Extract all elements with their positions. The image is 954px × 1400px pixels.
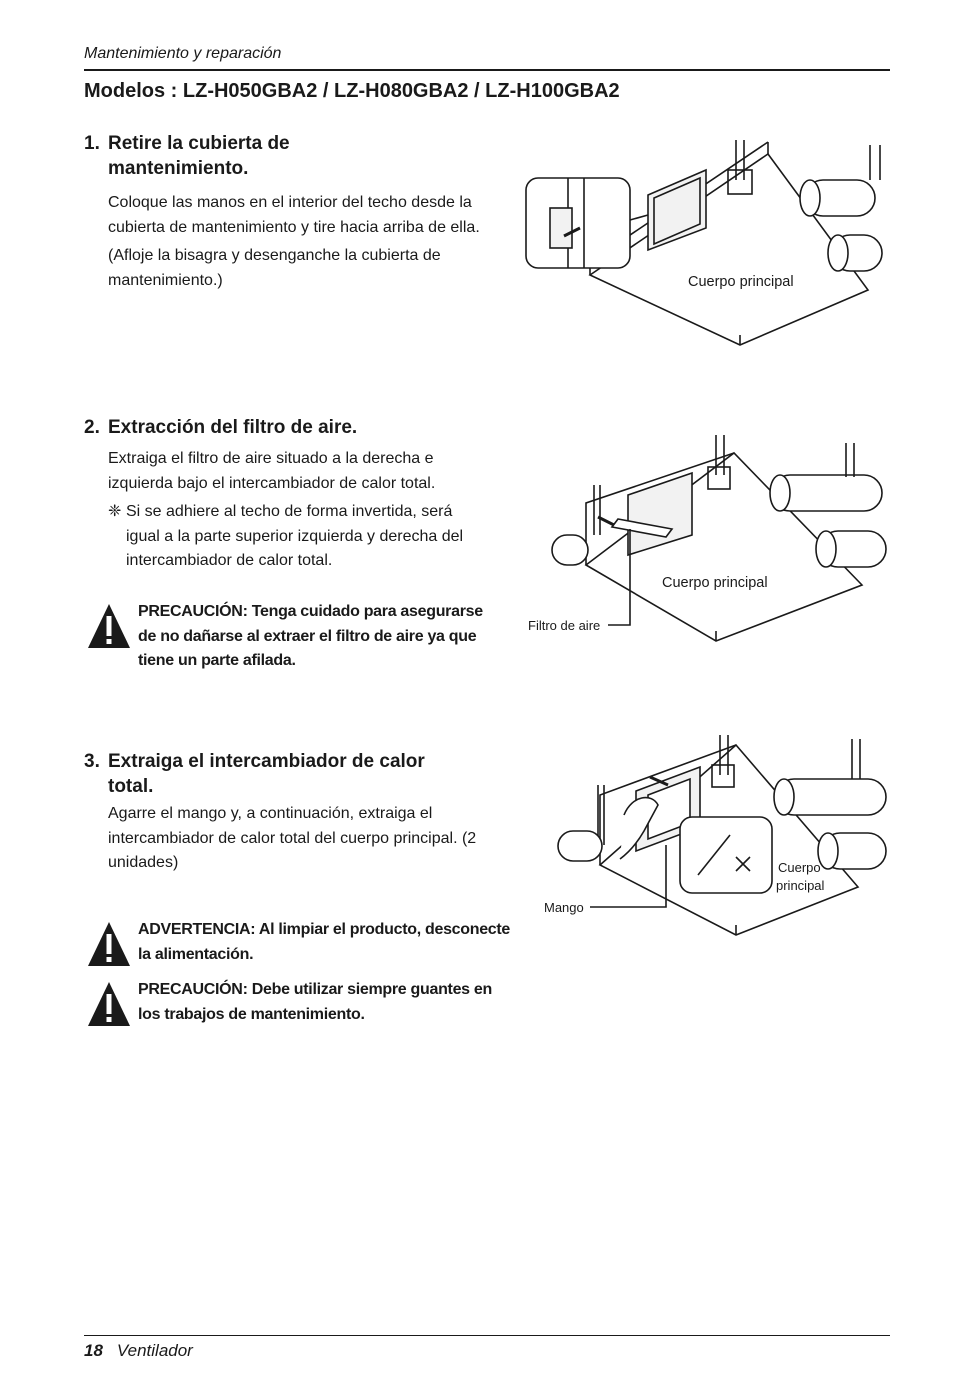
step3-caution-text: PRECAUCIÓN: Debe utilizar siempre guantes en los trabajos de mantenimiento. (138, 981, 492, 1023)
page-footer (84, 1341, 193, 1361)
step1-number: 1. (84, 133, 100, 154)
page-number: 18 (84, 1341, 103, 1360)
fig2-label-air-filter: Filtro de aire (528, 618, 601, 633)
section-header: Mantenimiento y reparación (84, 45, 282, 62)
step1-title-line2: mantenimiento. (108, 158, 249, 179)
step2-body (108, 447, 488, 574)
caution-triangle-icon (84, 978, 134, 1030)
footer-title: Ventilador (116, 1341, 193, 1360)
step3-warning-text: ADVERTENCIA: Al limpiar el producto, desconecte la alimentación. (138, 921, 511, 963)
step1-paragraph-2: (Afloje la bisagra y desenganche la cubierta de mantenimiento.) (108, 247, 441, 289)
step2-caution-text: PRECAUCIÓN: Tenga cuidado para asegurarse de no dañarse al extraer el filtro de aire ya que tiene un parte afilada. (138, 603, 483, 669)
step2-title (84, 415, 504, 440)
step2-caution (84, 600, 494, 674)
step2-note (108, 500, 488, 574)
step3-number: 3. (84, 751, 100, 772)
figure-maintenance-cover (520, 140, 890, 350)
fig3-label-main-body-line1: Cuerpo (778, 860, 821, 875)
step3-paragraph-1: Agarre el mango y, a continuación, extraiga el intercambiador de calor total del cuerpo principal. (2 unidades) (108, 805, 477, 871)
note-asterisk-icon: ❈ (108, 503, 122, 520)
step2-paragraph-1: Extraiga el filtro de aire situado a la derecha e izquierda bajo el intercambiador de calor total. (108, 450, 436, 492)
caution-triangle-icon (84, 600, 134, 652)
step3-warning (84, 918, 514, 970)
step3-title (84, 749, 524, 799)
figure-heat-exchanger (540, 735, 890, 940)
step2-number: 2. (84, 417, 100, 438)
step1-title (84, 131, 504, 181)
footer-rule (84, 1335, 890, 1336)
fig3-label-main-body-line2: principal (776, 878, 825, 893)
step3-title-line1: Extraiga el intercambiador de calor (108, 751, 425, 772)
step1-paragraph-1: Coloque las manos en el interior del techo desde la cubierta de mantenimiento y tire hacia arriba de ella. (108, 194, 480, 236)
step3-body (108, 802, 488, 880)
step2-note-text: Si se adhiere al techo de forma invertida, será igual a la parte superior izquierda y derecha del intercambiador de calor total. (126, 503, 464, 569)
fig2-label-main-body: Cuerpo principal (662, 575, 768, 591)
step3-title-line2: total. (108, 776, 154, 797)
step1-body (108, 191, 488, 297)
figure-air-filter (522, 435, 890, 645)
warning-triangle-icon (84, 918, 134, 970)
step2-title-text: Extracción del filtro de aire. (108, 417, 358, 438)
step1-title-line1: Retire la cubierta de (108, 133, 290, 154)
models-title: Modelos : LZ-H050GBA2 / LZ-H080GBA2 / LZ-H100GBA2 (84, 80, 620, 102)
header-rule (84, 69, 890, 71)
fig1-label-main-body: Cuerpo principal (688, 274, 794, 290)
fig3-label-handle: Mango (544, 900, 584, 915)
step3-caution (84, 978, 514, 1030)
